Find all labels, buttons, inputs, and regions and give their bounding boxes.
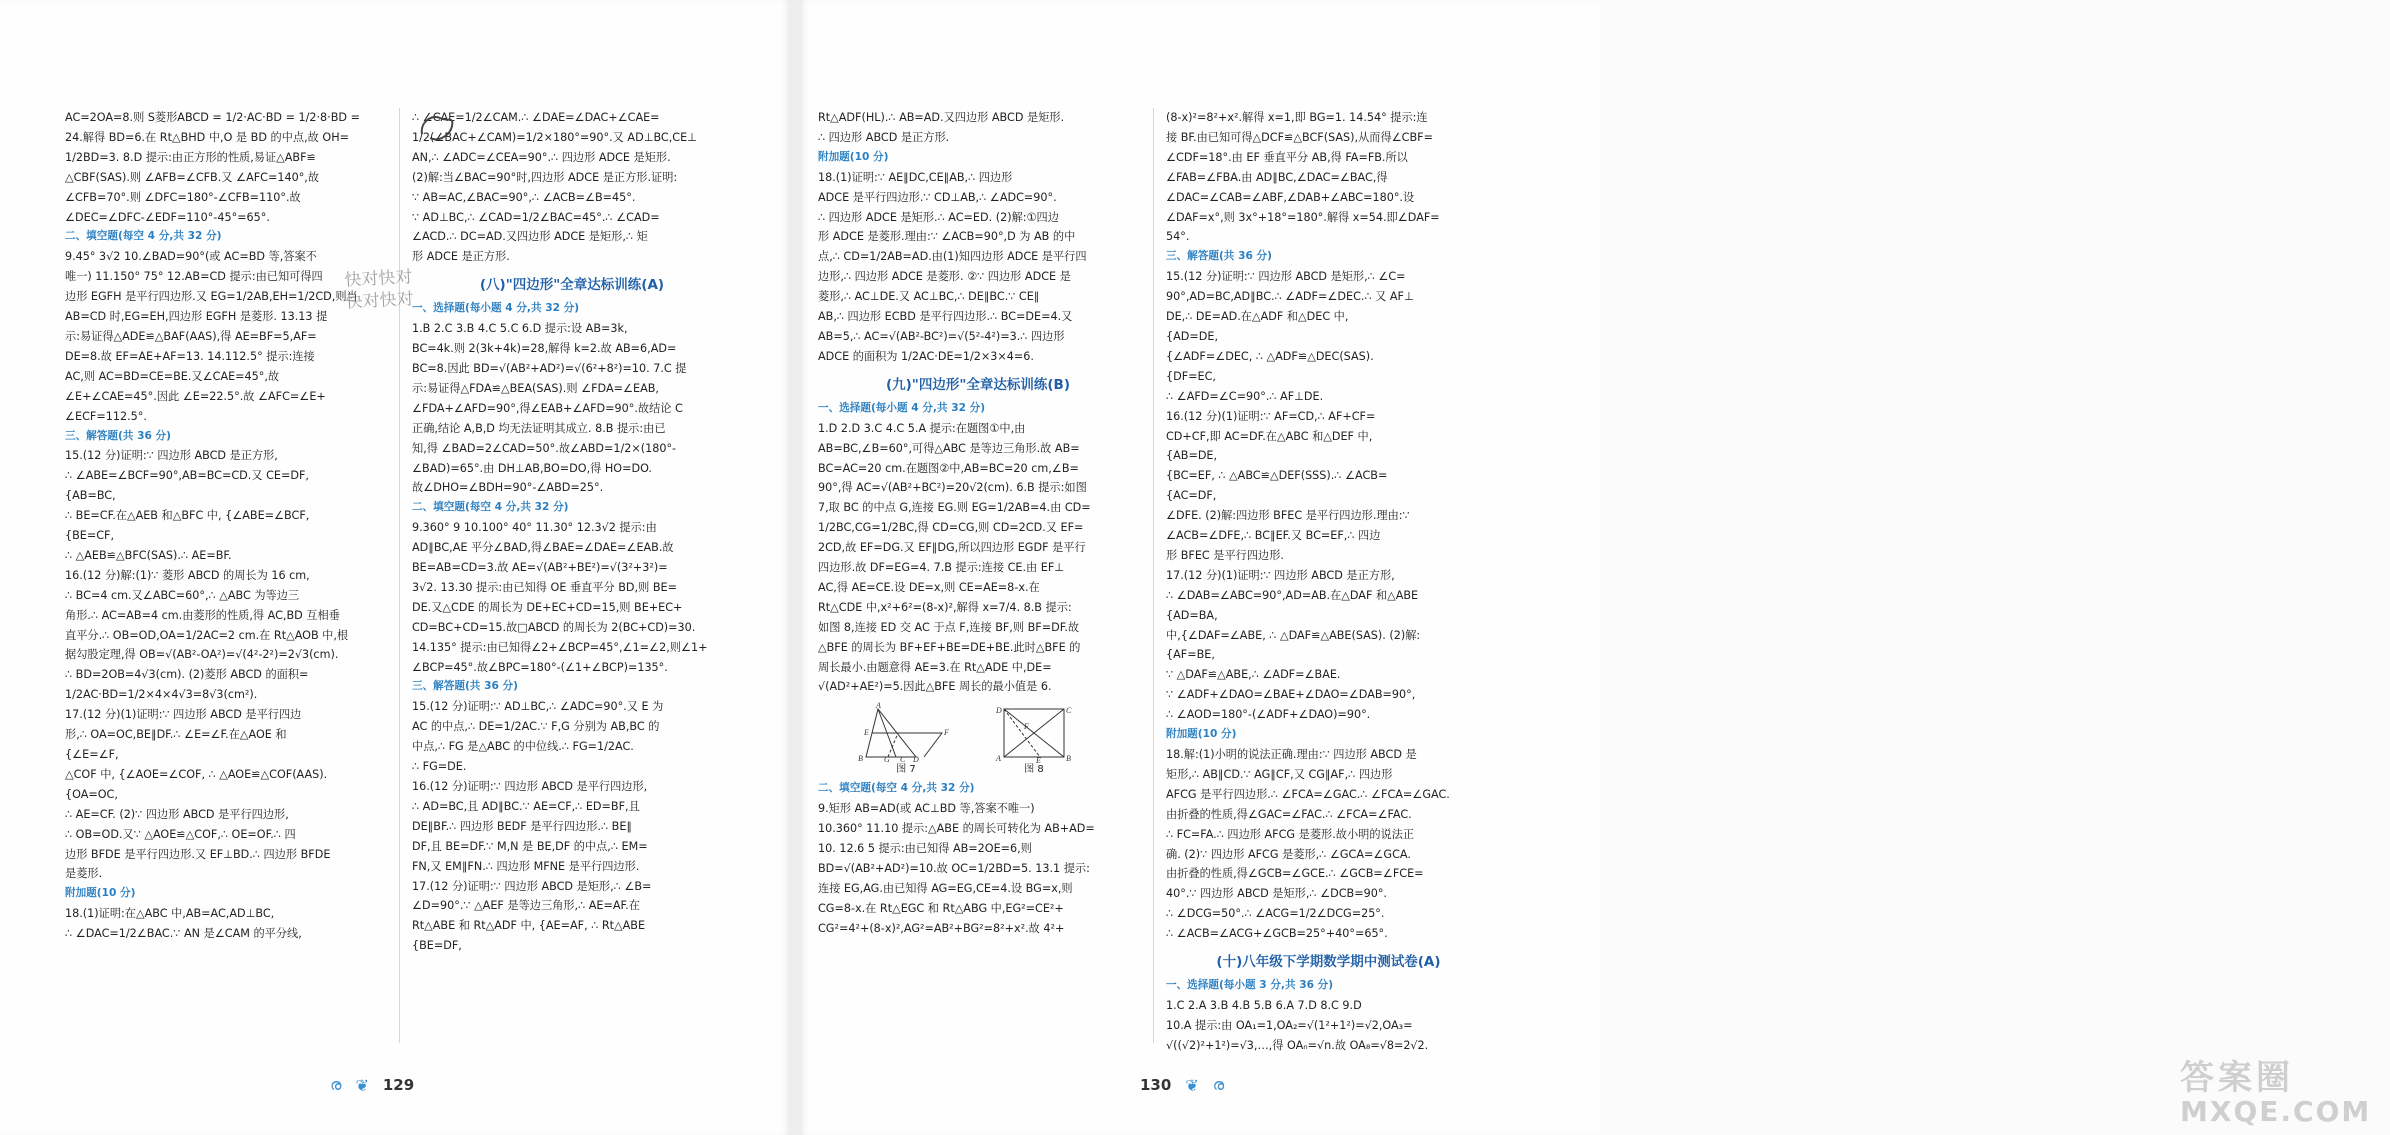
text-line: DE∥BF.∴ 四边形 BEDF 是平行四边形.∴ BE∥ (412, 819, 632, 833)
text-line: Rt△CDE 中,x²+6²=(8-x)²,解得 x=7/4. 8.B 提示: (818, 600, 1072, 614)
text-line: 7,取 BC 的中点 G,连接 EG.则 EG=1/2AB=4.由 CD= (818, 501, 1091, 515)
page-number: 130 (1140, 1076, 1172, 1094)
figure-8-diagram (994, 705, 1074, 766)
text-line: BE=AB=CD=3.故 AE=√(AB²+BE²)=√(3²+3²)= (412, 561, 668, 575)
text-line: 中,{∠DAF=∠ABE, ∴ △DAF≌△ABE(SAS). (2)解: (1166, 628, 1421, 642)
text-line: ∴ ∠CAE=1/2∠CAM.∴ ∠DAE=∠DAC+∠CAE= (412, 111, 660, 124)
text-line: DE.又△CDE 的周长为 DE+EC+CD=15,则 BE+EC+ (412, 600, 683, 614)
page-right (800, 0, 2372, 1135)
text-line: 9.45° 3√2 10.∠BAD=90°(或 AC=BD 等,答案不 (65, 250, 317, 264)
leaf-ornament-icon: ര (330, 1075, 342, 1094)
text-line: ∴ ∠AFD=∠C=90°.∴ AF⊥DE. (1166, 389, 1324, 403)
text-line: AD∥BC,AE 平分∠BAD,得∠BAE=∠DAE=∠EAB.故 (412, 541, 674, 555)
text-line: BD=√(AB²+AD²)=10.故 OC=1/2BD=5. 13.1 提示: (818, 862, 1090, 875)
overlay-line: 快对快对 (345, 289, 415, 313)
site-watermark (2180, 1050, 2390, 1130)
figure-caption: 图 8 (1024, 764, 1044, 776)
text-line: 知,得 ∠BAD=2∠CAD=50°.故∠ABD=1/2×(180°- (412, 441, 677, 455)
text-line: 18.(1)证明:在△ABC 中,AB=AC,AD⊥BC, (65, 907, 275, 921)
text-line: ∵ △DAF≌△ABE,∴ ∠ADF=∠BAE. (1166, 668, 1341, 682)
text-line: △BFE 的周长为 BF+EF+BE=DE+BE.此时△BFE 的 (818, 640, 1081, 654)
text-line: √(AD²+AE²)=5.因此△BFE 周长的最小值是 6. (818, 680, 1052, 694)
leaf-ornament-icon: ❦ (355, 1075, 369, 1095)
text-line: 边形,∴ 四边形 ADCE 是菱形. ②∵ 四边形 ADCE 是 (818, 270, 1071, 284)
pen-scribble-mark (418, 112, 458, 146)
text-line: 17.(12 分)(1)证明:∵ 四边形 ABCD 是平行四边 (65, 708, 302, 722)
text-line: 形,∴ OA=OC,BE∥DF.∴ ∠E=∠F.在△AOE 和 (65, 728, 287, 742)
text-line: {AC=DF, (1166, 489, 1217, 503)
text-line: 16.(12 分)(1)证明:∵ AF=CD,∴ AF+CF= (1166, 409, 1376, 423)
text-line: ∠FAB=∠FBA.由 AD∥BC,∠DAC=∠BAC,得 (1166, 170, 1388, 184)
text-line: (8-x)²=8²+x².解得 x=1,即 BG=1. 14.54° 提示:连 (1166, 111, 1428, 124)
svg-text:D: D (913, 755, 919, 765)
page-footer-left (330, 1075, 414, 1095)
text-line: {AB=DE, (1166, 449, 1218, 463)
text-line: DF,且 BE=DF.∵ M,N 是 BE,DF 的中点,∴ EM= (412, 839, 648, 853)
text-line: 16.(12 分)解:(1)∵ 菱形 ABCD 的周长为 16 cm, (65, 568, 310, 582)
text-line: {AB=BC, (65, 489, 116, 503)
text-line: ∵ AB=AC,∠BAC=90°,∴ ∠ACB=∠B=45°. (412, 190, 636, 204)
text-line: 由折叠的性质,得∠GAC=∠FAC.∴ ∠FCA=∠FAC. (1166, 807, 1412, 821)
text-line: ∠CFB=70°.则 ∠DFC=180°-∠CFB=110°.故 (65, 190, 301, 204)
text-line: AC=2OA=8.则 S菱形ABCD = 1/2·AC·BD = 1/2·8·BD = (65, 111, 360, 124)
text-line: DE,∴ DE=AD.在△ADF 和△DEC 中, (1166, 310, 1349, 324)
text-line: 14.135° 提示:由已知得∠2+∠BCP=45°,∠1=∠2,则∠1+ (412, 640, 708, 654)
svg-text:C: C (900, 755, 906, 765)
text-line: {AF=BE, (1166, 648, 1215, 662)
column-divider (399, 108, 400, 1043)
subsection-label: 二、填空题(每空 4 分,共 32 分) (412, 501, 569, 514)
text-line: ∠D=90°.∵ △AEF 是等边三角形,∴ AE=AF.在 (412, 899, 640, 913)
text-line: {BE=DF, (412, 939, 462, 953)
left-column-1 (65, 108, 380, 944)
svg-text:G: G (884, 755, 890, 765)
text-line: 40°.∵ 四边形 ABCD 是矩形,∴ ∠DCB=90°. (1166, 887, 1387, 901)
text-line: 正确,结论 A,B,D 均无法证明其成立. 8.B 提示:由已 (412, 421, 666, 435)
text-line: ∴ BC=4 cm.又∠ABC=60°,∴ △ABC 为等边三 (65, 588, 300, 602)
watermark-line: 答案圈 (2180, 1058, 2294, 1098)
text-line: ∴ ∠DAC=1/2∠BAC.∵ AN 是∠CAM 的平分线, (65, 927, 302, 941)
text-line: CD=BC+CD=15.故□ABCD 的周长为 2(BC+CD)=30. (412, 620, 696, 634)
text-line: 1/2BD=3. 8.D 提示:由正方形的性质,易证△ABF≌ (65, 150, 316, 164)
subsection-label: 附加题(10 分) (818, 150, 889, 163)
text-line: BC=AC=20 cm.在题图②中,AB=BC=20 cm,∠B= (818, 461, 1079, 475)
overlay-line: 快对快对 (343, 267, 413, 291)
text-line: {DF=EC, (1166, 369, 1216, 383)
svg-text:F: F (944, 728, 949, 738)
text-line: Rt△ABE 和 Rt△ADF 中, {AE=AF, ∴ Rt△ABE (412, 919, 646, 933)
subsection-label: 二、填空题(每空 4 分,共 32 分) (65, 230, 222, 243)
text-line: ∴ AE=CF. (2)∵ 四边形 ABCD 是平行四边形, (65, 807, 289, 821)
watermark-line: MXQE.COM (2180, 1095, 2372, 1128)
text-line: ∠DAF=x°,则 3x°+18°=180°.解得 x=54.即∠DAF= (1166, 210, 1440, 224)
text-line: 周长最小.由题意得 AE=3.在 Rt△ADE 中,DE= (818, 660, 1052, 674)
text-line: ∴ ∠ABE=∠BCF=90°,AB=BC=CD.又 CE=DF, (65, 469, 309, 483)
text-line: {BC=EF, ∴ △ABC≌△DEF(SSS).∴ ∠ACB= (1166, 469, 1388, 483)
subsection-label: 三、解答题(共 36 分) (1166, 250, 1272, 263)
text-line: ∴ AD=BC,且 AD∥BC.∵ AE=CF,∴ ED=BF,且 (412, 799, 640, 813)
text-line: ∴ BE=CF.在△AEB 和△BFC 中, {∠ABE=∠BCF, (65, 509, 310, 523)
text-line: 18.解:(1)小明的说法正确.理由:∵ 四边形 ABCD 是 (1166, 748, 1417, 761)
text-line: 10.360° 11.10 提示:△ABE 的周长可转化为 AB+AD= (818, 822, 1095, 836)
page-number: 129 (382, 1076, 415, 1094)
text-line: ∠FDA+∠AFD=90°,得∠EAB+∠AFD=90°.故结论 C (412, 401, 683, 415)
text-line: 9.矩形 AB=AD(或 AC⊥BD 等,答案不唯一) (818, 802, 1035, 816)
text-line: 10.A 提示:由 OA₁=1,OA₂=√(1²+1²)=√2,OA₃= (1166, 1018, 1413, 1032)
text-line: 接 BF.由已知可得△DCF≌△BCF(SAS),从而得∠CBF= (1166, 130, 1433, 144)
text-line: {∠ADF=∠DEC, ∴ △ADF≌△DEC(SAS). (1166, 349, 1374, 363)
text-line: AC,得 AE=CE.设 DE=x,则 CE=AE=8-x.在 (818, 580, 1040, 594)
text-line: ∴ ∠AOD=180°-(∠ADF+∠DAO)=90°. (1166, 708, 1371, 722)
text-line: 角形.∴ AC=AB=4 cm.由菱形的性质,得 AC,BD 互相垂 (65, 608, 340, 622)
text-line: {∠E=∠F, (65, 748, 119, 761)
text-line: 2CD,故 EF=DG.又 EF∥DG,所以四边形 EGDF 是平行 (818, 541, 1086, 555)
text-line: 90°,得 AC=√(AB²+BC²)=20√2(cm). 6.B 提示:如图 (818, 481, 1087, 495)
text-line: AC 的中点,∴ DE=1/2AC.∵ F,G 分别为 AB,BC 的 (412, 720, 660, 734)
text-line: ADCE 的面积为 1/2AC·DE=1/2×3×4=6. (818, 349, 1034, 363)
text-line: ∠BAD)=65°.由 DH⊥AB,BO=DO,得 HO=DO. (412, 461, 652, 475)
text-line: 9.360° 9 10.100° 40° 11.30° 12.3√2 提示:由 (412, 521, 657, 535)
text-line: ∴ BD=2OB=4√3(cm). (2)菱形 ABCD 的面积= (65, 668, 309, 682)
text-line: ∠ACD.∴ DC=AD.又四边形 ADCE 是矩形,∴ 矩 (412, 230, 648, 244)
text-line: 54°. (1166, 230, 1190, 244)
text-line: △COF 中, {∠AOE=∠COF, ∴ △AOE≌△COF(AAS). (65, 767, 328, 781)
text-line: 边形 EGFH 是平行四边形.又 EG=1/2AB,EH=1/2CD,则当 (65, 290, 358, 304)
text-line: AB=5,∴ AC=√(AB²-BC²)=√(5²-4²)=3.∴ 四边形 (818, 329, 1065, 343)
text-line: 1/2AC·BD=1/2×4×4√3=8√3(cm²). (65, 688, 258, 702)
page-left (0, 0, 790, 1135)
text-line: ∴ ∠DAB=∠ABC=90°,AD=AB.在△DAF 和△ABE (1166, 588, 1419, 602)
text-line: 四边形.故 DF=EG=4. 7.B 提示:连接 CE.由 EF⊥ (818, 561, 1065, 575)
text-line: {AD=DE, (1166, 329, 1218, 343)
text-line: 由折叠的性质,得∠GCB=∠GCE.∴ ∠GCB=∠FCE= (1166, 867, 1424, 881)
text-line: 18.(1)证明:∵ AE∥DC,CE∥AB,∴ 四边形 (818, 170, 1013, 184)
subsection-label: 一、选择题(每小题 4 分,共 32 分) (818, 401, 986, 414)
text-line: CD+CF,即 AC=DF.在△ABC 和△DEF 中, (1166, 429, 1373, 443)
svg-text:B: B (1066, 754, 1071, 764)
text-line: DE=8.故 EF=AE+AF=13. 14.112.5° 提示:连接 (65, 349, 315, 363)
svg-text:C: C (1066, 706, 1072, 716)
subsection-label: 二、填空题(每空 4 分,共 32 分) (818, 782, 975, 795)
svg-text:E: E (864, 728, 869, 738)
text-line: 矩形,∴ AB∥CD.∵ AG∥CF,又 CG∥AF,∴ 四边形 (1166, 767, 1393, 781)
text-line: 1.B 2.C 3.B 4.C 5.C 6.D 提示:设 AB=3k, (412, 322, 628, 336)
figure-row (818, 701, 1138, 777)
text-line: ∴ OB=OD.又∵ △AOE≌△COF,∴ OE=OF.∴ 四 (65, 827, 296, 841)
text-line: ∴ ∠ACB=∠ACG+∠GCB=25°+40°=65°. (1166, 927, 1388, 941)
figure-caption: 图 7 (896, 764, 916, 776)
text-line: ∵ ∠ADF+∠DAO=∠BAE+∠DAO=∠DAB=90°, (1166, 688, 1416, 702)
figure-7-diagram (858, 701, 954, 765)
text-line: ∴ △AEB≌△BFC(SAS).∴ AE=BF. (65, 548, 232, 562)
text-line: 点,∴ CD=1/2AB=AD.由(1)知四边形 ADCE 是平行四 (818, 250, 1087, 264)
text-line: AFCG 是平行四边形.∴ ∠FCA=∠GAC.∴ ∠FCA=∠GAC. (1166, 787, 1450, 801)
text-line: 连接 EG,AG.由已知得 AG=EG,CE=4.设 BG=x,则 (818, 881, 1073, 895)
text-line: ∠DAC=∠CAB=∠ABF,∠DAB+∠ABC=180°.设 (1166, 190, 1415, 204)
text-line: △CBF(SAS).则 ∠AFB=∠CFB.又 ∠AFC=140°,故 (65, 170, 320, 184)
text-line: 10. 12.6 5 提示:由已知得 AB=2OE=6,则 (818, 842, 1032, 856)
figure-8 (994, 705, 1074, 777)
svg-text:A: A (876, 701, 881, 711)
subsection-label: 一、选择题(每小题 4 分,共 32 分) (412, 302, 580, 315)
text-line: ∠E+∠CAE=45°.因此 ∠E=22.5°.故 ∠AFC=∠E+ (65, 389, 326, 403)
text-line: ADCE 是平行四边形.∵ CD⊥AB,∴ ∠ADC=90°. (818, 190, 1057, 204)
text-line: Rt△ADF(HL).∴ AB=AD.又四边形 ABCD 是矩形. (818, 111, 1065, 124)
section-heading: (十)八年级下学期数学期中测试卷(A) (1216, 954, 1441, 971)
text-line: ∠ECF=112.5°. (65, 409, 147, 423)
text-line: 16.(12 分)证明:∵ 四边形 ABCD 是平行四边形, (412, 780, 648, 793)
text-line: ∠DEC=∠DFC-∠EDF=110°-45°=65°. (65, 210, 270, 224)
text-line: 1.C 2.A 3.B 4.B 5.B 6.A 7.D 8.C 9.D (1166, 998, 1362, 1012)
text-line: ∴ 四边形 ADCE 是矩形.∴ AC=ED. (2)解:①四边 (818, 210, 1059, 224)
text-line: 24.解得 BD=6.在 Rt△BHD 中,O 是 BD 的中点,故 OH= (65, 130, 349, 144)
text-line: BC=8.因此 BD=√(AB²+AD²)=√(6²+8²)=10. 7.C 提 (412, 361, 687, 375)
text-line: 形 BFEC 是平行四边形. (1166, 548, 1284, 562)
text-line: {AD=BA, (1166, 608, 1218, 622)
svg-text:A: A (996, 754, 1001, 764)
text-line: AB=BC,∠B=60°,可得△ABC 是等边三角形.故 AB= (818, 441, 1080, 455)
text-line: 3√2. 13.30 提示:由已知得 OE 垂直平分 BD,则 BE= (412, 580, 677, 594)
leaf-ornament-icon: ര (1212, 1075, 1225, 1094)
text-line: 示:易证得△ADE≌△BAF(AAS),得 AE=BF=5,AF= (65, 329, 317, 343)
section-heading: (八)"四边形"全章达标训练(A) (479, 277, 665, 294)
text-line: ∠DFE. (2)解:四边形 BFEC 是平行四边形.理由:∵ (1166, 509, 1410, 523)
svg-text:D: D (996, 706, 1002, 716)
text-line: FN,又 EM∥FN.∴ 四边形 MFNE 是平行四边形. (412, 859, 640, 873)
text-line: ∴ ∠DCG=50°.∴ ∠ACG=1/2∠DCG=25°. (1166, 907, 1385, 921)
text-line: 是菱形. (65, 867, 103, 881)
text-line: 中点,∴ FG 是△ABC 的中位线.∴ FG=1/2AC. (412, 740, 634, 754)
left-column-2 (412, 108, 732, 956)
svg-text:B: B (858, 754, 863, 764)
subsection-label: 一、选择题(每小题 3 分,共 36 分) (1166, 979, 1334, 992)
text-line: 1.D 2.D 3.C 4.C 5.A 提示:在题图①中,由 (818, 421, 1026, 435)
text-line: AB=CD 时,EG=EH,四边形 EGFH 是菱形. 13.13 提 (65, 310, 328, 324)
text-line: 唯一) 11.150° 75° 12.AB=CD 提示:由已知可得四 (65, 270, 323, 284)
text-line: ∴ 四边形 ABCD 是正方形. (818, 130, 950, 144)
subsection-label: 三、解答题(共 36 分) (65, 429, 171, 442)
section-heading: (九)"四边形"全章达标训练(B) (885, 376, 1071, 393)
book-gutter (790, 0, 800, 1135)
page-footer-right (1140, 1075, 1224, 1095)
text-line: 1/2(∠BAC+∠CAM)=1/2×180°=90°.又 AD⊥BC,CE⊥ (412, 130, 697, 144)
text-line: 菱形,∴ AC⊥DE.又 AC⊥BC,∴ DE∥BC.∵ CE∥ (818, 290, 1040, 304)
svg-text:F: F (1024, 722, 1029, 732)
text-line: 如图 8,连接 ED 交 AC 于点 F,连接 BF,则 BF=DF.故 (818, 620, 1080, 634)
text-line: 形 ADCE 是菱形.理由:∵ ∠ACB=90°,D 为 AB 的中 (818, 230, 1076, 244)
text-line: √((√2)²+1²)=√3,…,得 OAₙ=√n.故 OA₈=√8=2√2. (1166, 1038, 1429, 1052)
overlay-text (344, 266, 414, 313)
text-line: 1/2BC,CG=1/2BC,得 CD=CG,则 CD=2CD.又 EF= (818, 521, 1084, 535)
subsection-label: 三、解答题(共 36 分) (412, 680, 518, 693)
text-line: AC,则 AC=BD=CE=BE.又∠CAE=45°,故 (65, 369, 280, 383)
text-line: 故∠DHO=∠BDH=90°-∠ABD=25°. (412, 481, 604, 495)
right-column-2 (1166, 108, 1491, 1056)
text-line: 直平分.∴ OB=OD,OA=1/2AC=2 cm.在 Rt△AOB 中,根 (65, 628, 349, 642)
text-line: 确. (2)∵ 四边形 AFCG 是菱形,∴ ∠GCA=∠GCA. (1166, 847, 1411, 861)
figure-7 (858, 701, 954, 777)
text-line: 边形 BFDE 是平行四边形.又 EF⊥BD.∴ 四边形 BFDE (65, 847, 331, 861)
text-line: AN,∴ ∠ADC=∠CEA=90°.∴ 四边形 ADCE 是矩形. (412, 150, 671, 164)
text-line: ∠ACB=∠DFE,∴ BC∥EF.又 BC=EF,∴ 四边 (1166, 529, 1381, 543)
text-line: {BE=CF, (65, 529, 115, 543)
text-line: ∴ FG=DE. (412, 760, 467, 774)
text-line: ∴ FC=FA.∴ 四边形 AFCG 是菱形.故小明的说法正 (1166, 827, 1415, 841)
text-line: 15.(12 分)证明:∵ 四边形 ABCD 是矩形,∴ ∠C= (1166, 270, 1406, 284)
text-line: {OA=OC, (65, 787, 118, 801)
text-line: 15.(12 分)证明:∵ AD⊥BC,∴ ∠ADC=90°.又 E 为 (412, 700, 664, 714)
text-line: BC=4k.则 2(3k+4k)=28,解得 k=2.故 AB=6,AD= (412, 342, 677, 356)
subsection-label: 附加题(10 分) (65, 887, 136, 900)
right-column-1 (818, 108, 1138, 939)
text-line: 据勾股定理,得 OB=√(AB²-OA²)=√(4²-2²)=2√3(cm). (65, 648, 339, 662)
text-line: CG=8-x.在 Rt△EGC 和 Rt△ABG 中,EG²=CE²+ (818, 901, 1064, 915)
text-line: (2)解:当∠BAC=90°时,四边形 ADCE 是正方形.证明: (412, 170, 678, 184)
column-divider (1153, 108, 1154, 1043)
svg-text:E: E (1036, 756, 1041, 766)
text-line: ∵ AD⊥BC,∴ ∠CAD=1/2∠BAC=45°.∴ ∠CAD= (412, 210, 660, 224)
leaf-ornament-icon: ❦ (1185, 1075, 1199, 1095)
text-line: 形 ADCE 是正方形. (412, 250, 510, 264)
text-line: 15.(12 分)证明:∵ 四边形 ABCD 是正方形, (65, 449, 278, 463)
text-line: ∠BCP=45°.故∠BPC=180°-(∠1+∠BCP)=135°. (412, 660, 668, 674)
text-line: ∠CDF=18°.由 EF 垂直平分 AB,得 FA=FB.所以 (1166, 150, 1408, 164)
text-line: 示:易证得△FDA≌△BEA(SAS).则 ∠FDA=∠EAB, (412, 381, 659, 395)
text-line: 17.(12 分)(1)证明:∵ 四边形 ABCD 是正方形, (1166, 568, 1395, 582)
text-line: CG²=4²+(8-x)²,AG²=AB²+BG²=8²+x².故 4²+ (818, 921, 1065, 935)
text-line: AB,∴ 四边形 ECBD 是平行四边形.∴ BC=DE=4.又 (818, 310, 1073, 324)
text-line: 90°,AD=BC,AD∥BC.∴ ∠ADF=∠DEC.∴ 又 AF⊥ (1166, 290, 1414, 304)
subsection-label: 附加题(10 分) (1166, 728, 1237, 741)
text-line: 17.(12 分)证明:∵ 四边形 ABCD 是矩形,∴ ∠B= (412, 879, 652, 893)
